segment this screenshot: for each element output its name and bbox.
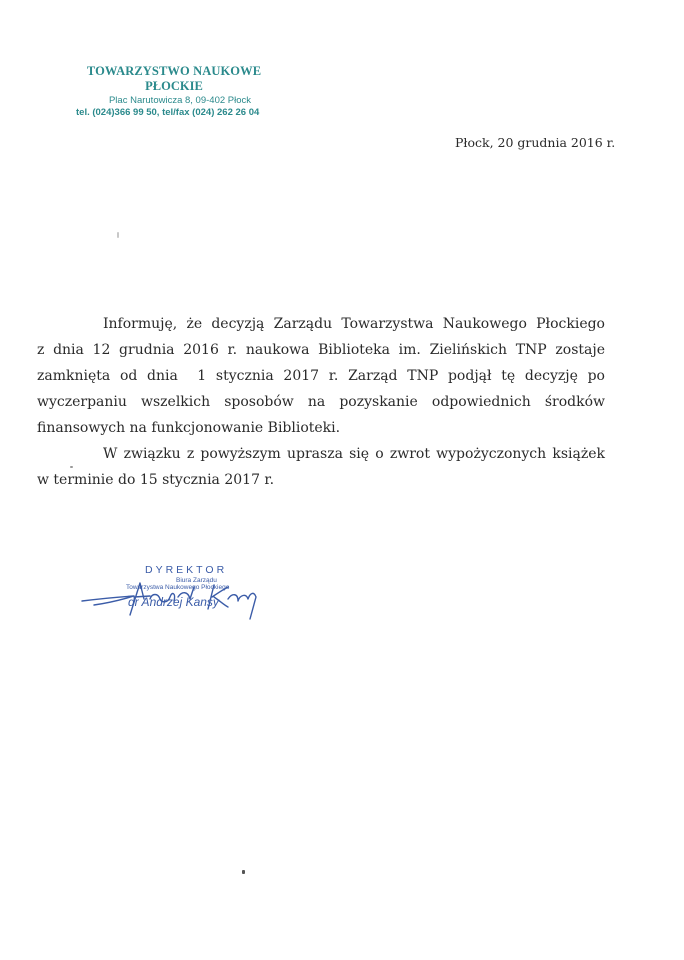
signatory-title: DYREKTOR xyxy=(145,564,228,576)
body-line: Informuję, że decyzją Zarządu Towarzystwa Naukowego Płockiego xyxy=(103,316,605,332)
org-name-line1: TOWARZYSTWO NAUKOWE xyxy=(86,64,262,78)
signatory-dept-line1: Biura Zarządu xyxy=(176,577,217,584)
signatory-name: dr Andrzej Kansy xyxy=(128,595,219,609)
handwritten-signature-icon xyxy=(78,563,268,628)
body-line: zamknięta od dnia 1 stycznia 2017 r. Zarząd TNP podjął tę decyzję po xyxy=(37,368,605,384)
signature-block xyxy=(78,563,268,628)
letter-date: Płock, 20 grudnia 2016 r. xyxy=(455,135,616,150)
body-line: finansowych na funkcjonowanie Biblioteki. xyxy=(37,420,341,436)
body-line: z dnia 12 grudnia 2016 r. naukowa Biblioteka im. Zielińskich TNP zostaje xyxy=(37,342,605,358)
letterhead-stamp xyxy=(74,64,274,118)
body-line: W związku z powyższym uprasza się o zwrot wypożyczonych książek xyxy=(103,446,605,462)
org-name-line2: PŁOCKIE xyxy=(145,79,203,93)
scan-speck xyxy=(242,870,245,874)
org-address: Plac Narutowicza 8, 09-402 Płock xyxy=(108,95,252,106)
paragraph-1 xyxy=(37,311,605,441)
body-line: w terminie do 15 stycznia 2017 r. xyxy=(37,472,275,488)
signatory-dept-line2: Towarzystwa Naukowego Płockiego xyxy=(126,584,230,591)
body-line: wyczerpaniu wszelkich sposobów na pozyskanie odpowiednich środków xyxy=(37,394,605,410)
letter-body xyxy=(37,311,605,493)
scan-speck xyxy=(117,232,119,238)
paragraph-2 xyxy=(37,441,605,493)
org-phone: tel. (024)366 99 50, tel/fax (024) 262 26 04 xyxy=(76,107,260,118)
